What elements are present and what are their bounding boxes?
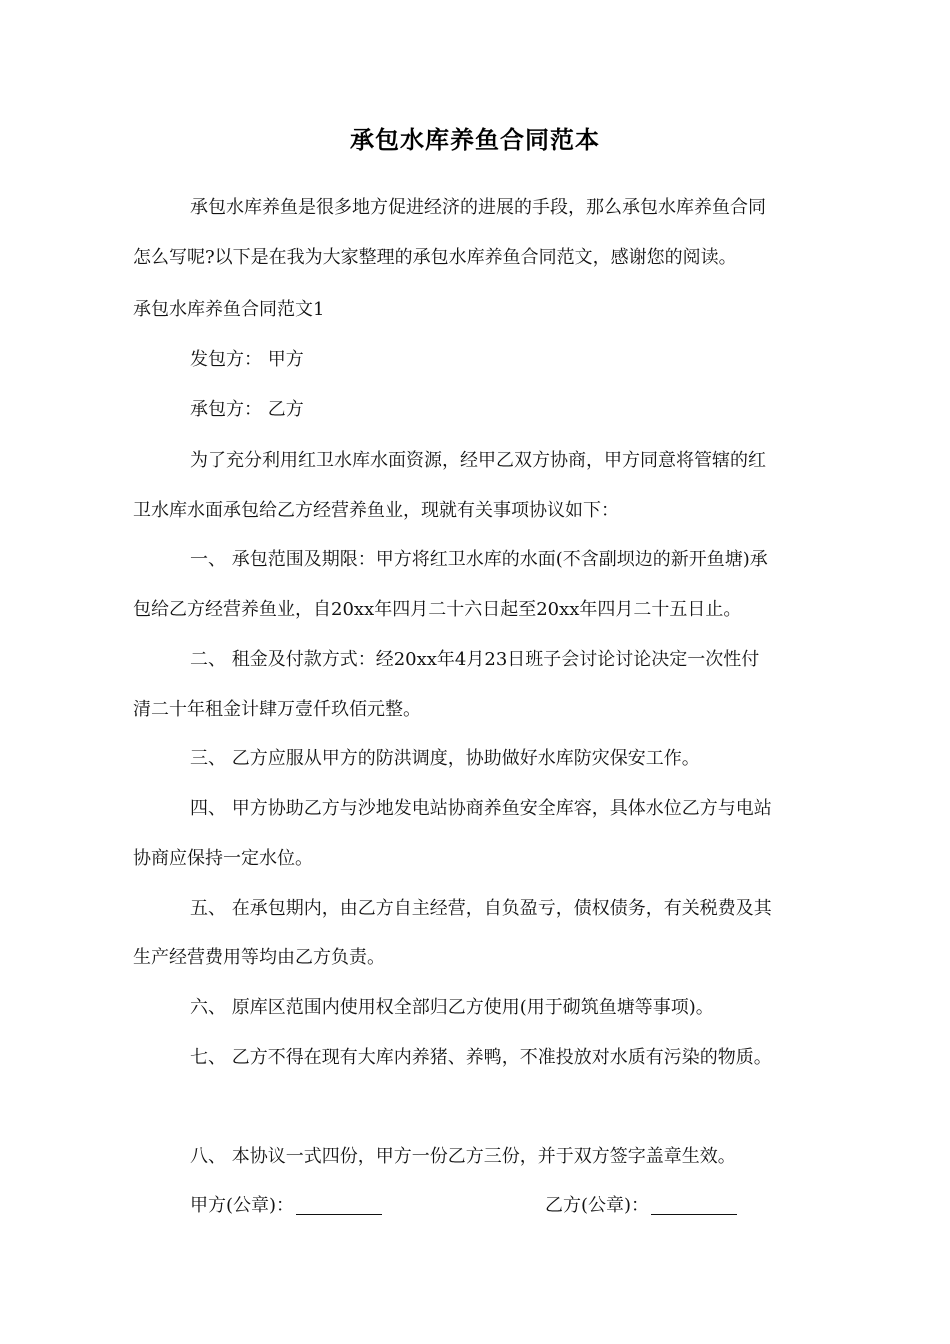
party-a-line: 发包方： 甲方: [190, 349, 304, 370]
clause-6-line-1: 六、 原库区范围内使用权全部归乙方使用(用于砌筑鱼塘等事项)。: [190, 997, 714, 1018]
signature-party-a-label: 甲方(公章)：: [190, 1195, 295, 1216]
clause-7-line-1: 七、 乙方不得在现有大库内养猪、养鸭，不准投放对水质有污染的物质。: [190, 1047, 772, 1068]
intro-line-2: 怎么写呢?以下是在我为大家整理的承包水库养鱼合同范文，感谢您的阅读。: [133, 247, 737, 268]
clause-8-line-1: 八、 本协议一式四份，甲方一份乙方三份，并于双方签字盖章生效。: [190, 1146, 736, 1167]
clause-3-line-1: 三、 乙方应服从甲方的防洪调度，协助做好水库防灾保安工作。: [190, 748, 700, 769]
section-heading: 承包水库养鱼合同范文1: [133, 299, 325, 320]
clause-5-line-2: 生产经营费用等均由乙方负责。: [133, 947, 385, 968]
preamble-line-2: 卫水库水面承包给乙方经营养鱼业，现就有关事项协议如下：: [133, 500, 619, 521]
signature-party-b-label: 乙方(公章)：: [545, 1195, 650, 1216]
clause-1-line-1: 一、 承包范围及期限：甲方将红卫水库的水面(不含副坝边的新开鱼塘)承: [190, 549, 768, 570]
clause-4-line-2: 协商应保持一定水位。: [133, 848, 313, 869]
signature-party-a: [190, 1193, 382, 1219]
clause-2-line-2: 清二十年租金计肆万壹仟玖佰元整。: [133, 699, 421, 720]
signature-party-a-blank: [296, 1196, 382, 1215]
document-title: 承包水库养鱼合同范本: [350, 126, 600, 154]
clause-2-line-1: 二、 租金及付款方式：经20xx年4月23日班子会讨论讨论决定一次性付: [190, 649, 760, 670]
preamble-line-1: 为了充分利用红卫水库水面资源，经甲乙双方协商，甲方同意将管辖的红: [190, 450, 766, 471]
clause-4-line-1: 四、 甲方协助乙方与沙地发电站协商养鱼安全库容，具体水位乙方与电站: [190, 798, 772, 819]
intro-line-1: 承包水库养鱼是很多地方促进经济的进展的手段，那么承包水库养鱼合同: [190, 197, 766, 218]
signature-party-b-blank: [651, 1196, 737, 1215]
party-b-line: 承包方： 乙方: [190, 399, 304, 420]
clause-5-line-1: 五、 在承包期内，由乙方自主经营，自负盈亏，债权债务，有关税费及其: [190, 898, 772, 919]
clause-1-line-2: 包给乙方经营养鱼业，自20xx年四月二十六日起至20xx年四月二十五日止。: [133, 599, 742, 620]
signature-party-b: [545, 1193, 737, 1219]
